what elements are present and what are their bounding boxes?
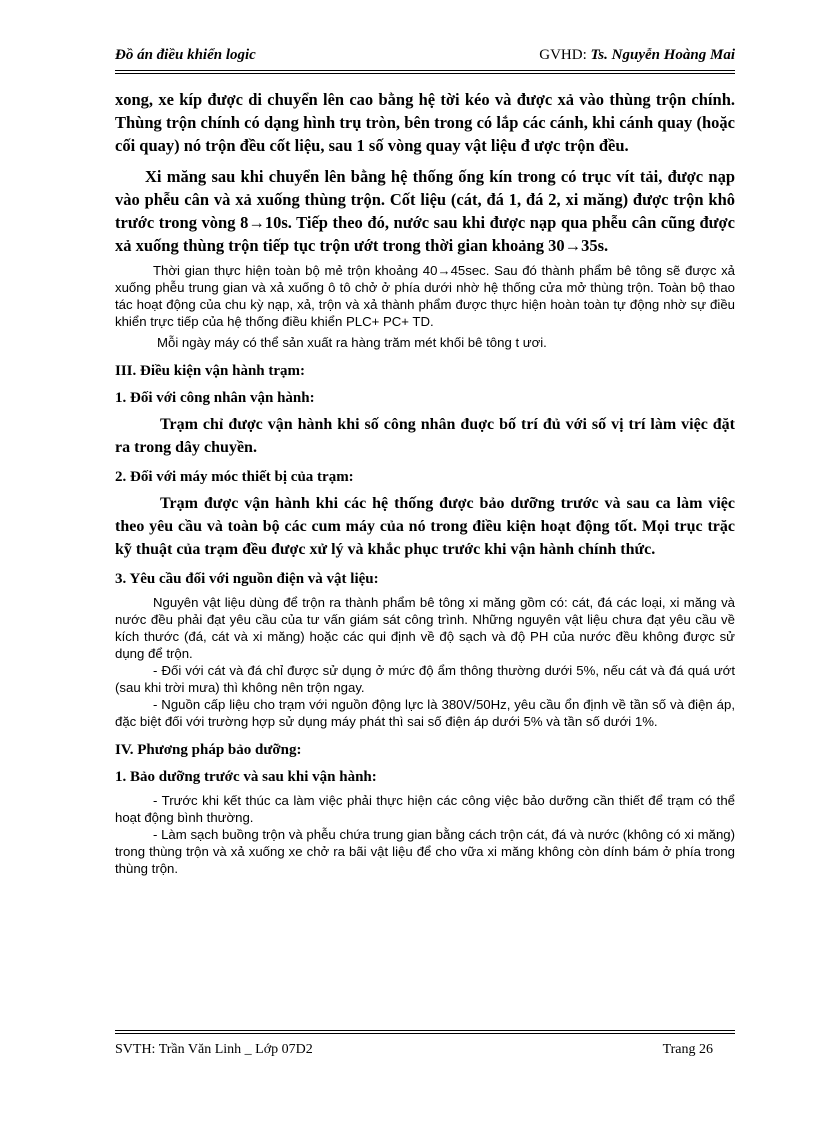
footer-rule: [115, 1030, 735, 1034]
paragraph: Nguyên vật liệu dùng để trộn ra thành phẩm bê tông xi măng gồm có: cát, đá các loại, xi măng và nước đều phải đạt yêu cầu của tư vấn giám sát công trình. Những nguyên vật liệu chưa đạt yêu cầu về kích thước (đá, cát và xi măng) hoặc các qui định về độ sạch và độ PH của nước đều không được sử dụng để trộn.: [115, 595, 735, 661]
section-heading: IV. Phương pháp bảo dưỡng:: [115, 742, 302, 758]
student-info: SVTH: Trần Văn Linh _ Lớp 07D2: [115, 1042, 313, 1057]
subsection-heading: 2. Đối với máy móc thiết bị của trạm:: [115, 469, 354, 485]
supervisor-name: Ts. Nguyễn Hoàng Mai: [590, 47, 735, 63]
paragraph: Mỗi ngày máy có thể sản xuất ra hàng trăm mét khối bê tông t ươi.: [157, 335, 547, 350]
subsection-heading: 1. Đối với công nhân vận hành:: [115, 390, 315, 406]
subsection-heading: 3. Yêu cầu đối với nguồn điện và vật liệu:: [115, 571, 379, 587]
page-number: Trang 26: [662, 1042, 713, 1057]
paragraph: Trạm được vận hành khi các hệ thống được bảo dưỡng trước và sau ca làm việc theo yêu cầu và toàn bộ các cum máy của nó trong điều kiện hoạt động tốt. Mọi trục trặc kỹ thuật của trạm đều được xử lý và khắc phục trước khi vận hành chính thức.: [115, 495, 735, 558]
paragraph: Thời gian thực hiện toàn bộ mẻ trộn khoảng 40→45sec. Sau đó thành phẩm bê tông sẽ được xả xuống phễu trung gian và xả xuống ô tô chở ở phía dưới nhờ hệ thống cửa mở thùng trộn. Toàn bộ thao tác hoạt động của chu kỳ nạp, xả, trộn và xả thành phẩm được thực hiện hoàn toàn tự động nhờ sự điều khiển trực tiếp của hệ thống điều khiển PLC+ PC+ TD.: [115, 263, 735, 329]
page-body: [115, 88, 735, 877]
subsection-heading: 1. Bảo dưỡng trước và sau khi vận hành:: [115, 769, 377, 785]
document-title: Đồ án điều khiển logic: [115, 47, 256, 63]
paragraph: - Đối với cát và đá chỉ được sử dụng ở mức độ ẩm thông thường dưới 5%, nếu cát và đá quá ướt (sau khi trời mưa) thì không nên trộn ngay.: [115, 663, 735, 695]
supervisor-label: GVHD:: [539, 47, 587, 63]
page-header: [115, 47, 735, 69]
paragraph: Trạm chỉ được vận hành khi số công nhân đuợc bố trí đủ với số vị trí làm việc đặt ra trong dây chuyền.: [115, 416, 735, 456]
paragraph: xong, xe kíp được di chuyển lên cao bằng hệ tời kéo và được xả vào thùng trộn chính. Thùng trộn chính có dạng hình trụ tròn, bên trong có lắp các cánh, khi cánh quay (hoặc cối quay) nó trộn đều cốt liệu, sau 1 số vòng quay vật liệu đ ược trộn đều.: [115, 90, 735, 155]
paragraph: - Nguồn cấp liệu cho trạm với nguồn động lực là 380V/50Hz, yêu cầu ổn định về tần số và điện áp, đặc biệt đối với trường hợp sử dụng máy phát thì sai số điện áp dưới 5% và tần số dưới 1%.: [115, 697, 735, 729]
supervisor: [539, 47, 735, 64]
paragraph: Xi măng sau khi chuyển lên bằng hệ thống ống kín trong có trục vít tải, được nạp vào phễu cân và xả xuống thùng trộn. Cốt liệu (cát, đá 1, đá 2, xi măng) được trộn khô trước trong vòng 8→10s. Tiếp theo đó, nước sau khi được nạp qua phễu cân cũng được xả xuống thùng trộn tiếp tục trộn ướt trong thời gian khoảng 30→35s.: [115, 167, 735, 255]
paragraph: - Làm sạch buồng trộn và phễu chứa trung gian bằng cách trộn cát, đá và nước (không có xi măng) trong thùng trộn và xả xuống xe chở ra bãi vật liệu để cho vữa xi măng không còn dính bám ở phía trong thùng trộn.: [115, 827, 735, 876]
section-heading: III. Điều kiện vận hành trạm:: [115, 363, 306, 379]
header-rule: [115, 70, 735, 74]
paragraph: - Trước khi kết thúc ca làm việc phải thực hiện các công việc bảo dưỡng cần thiết để trạm có thể hoạt động bình thường.: [115, 793, 735, 825]
